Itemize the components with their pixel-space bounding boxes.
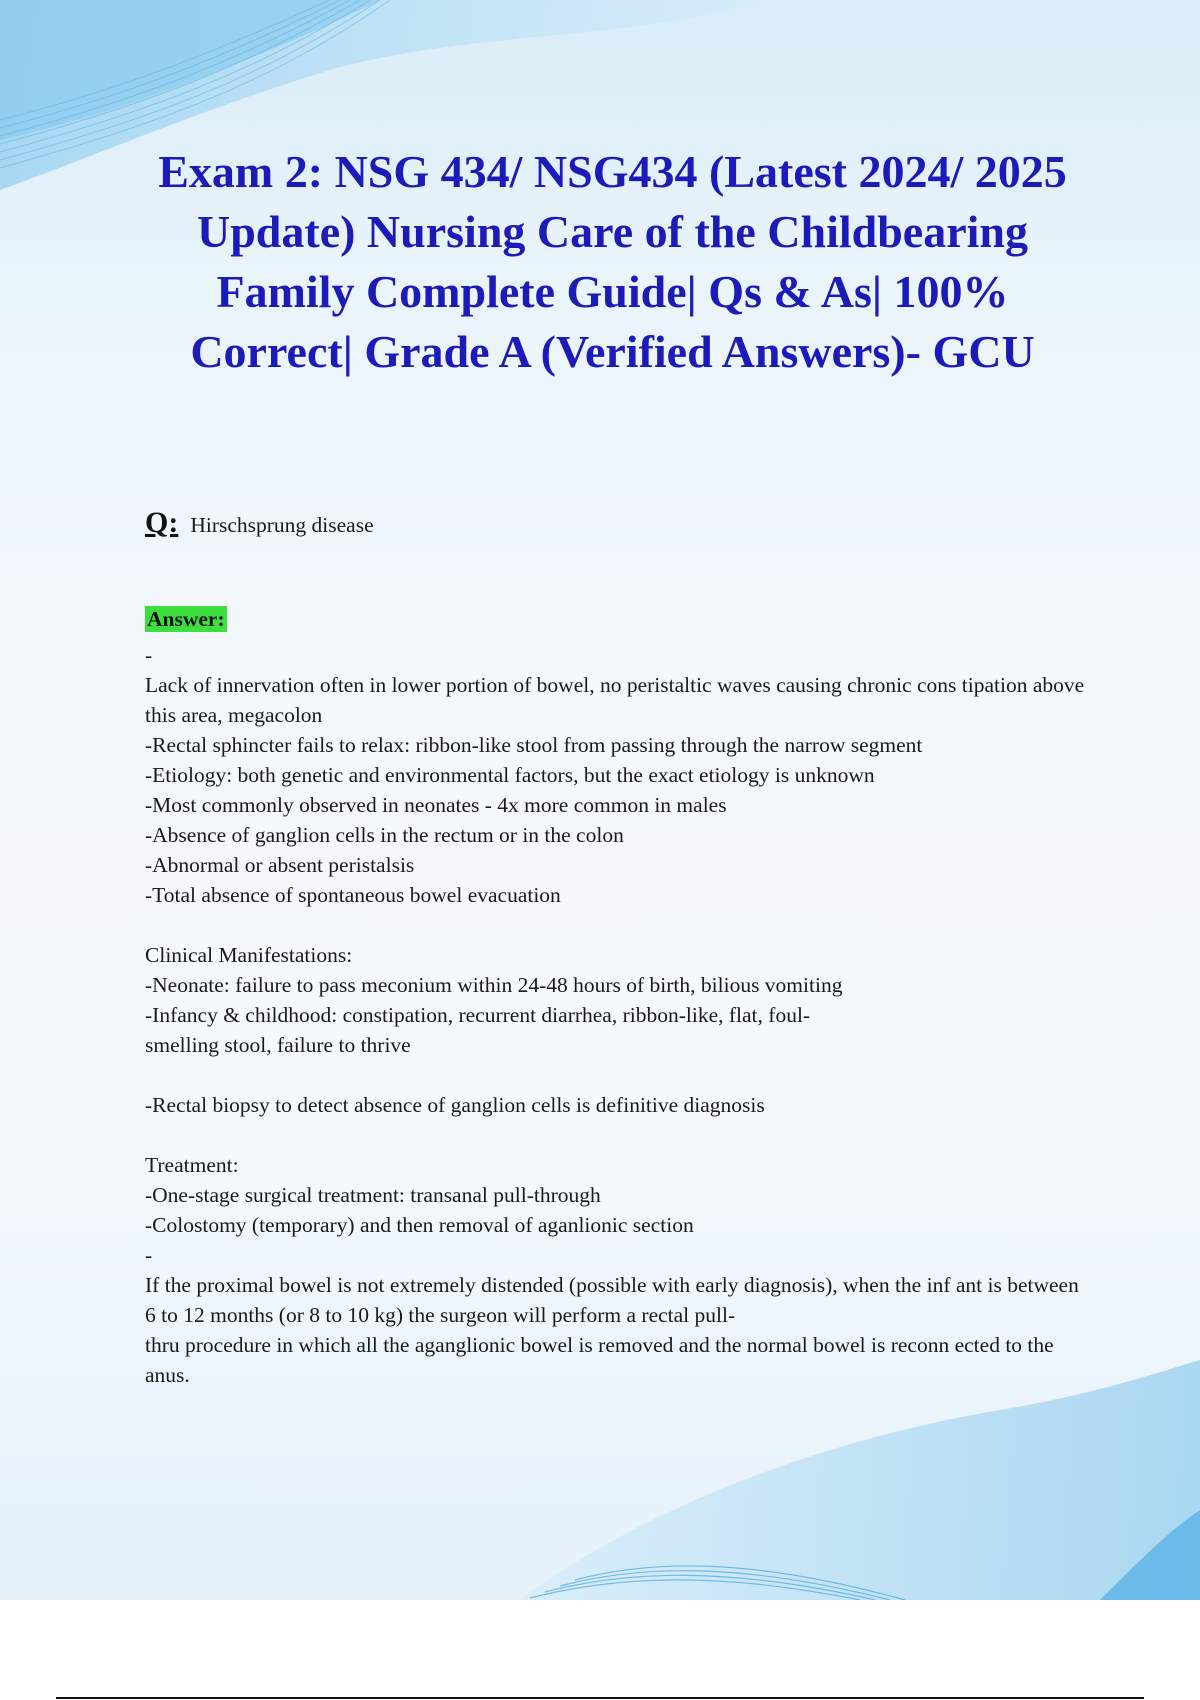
answer-label: Answer: bbox=[147, 607, 225, 631]
question-row bbox=[145, 508, 1090, 548]
footer-divider bbox=[56, 1697, 1144, 1699]
answer-text: - Lack of innervation often in lower portion of bowel, no peristaltic waves causing chronic cons tipation above this area, megacolon -Rectal sphincter fails to relax: ribbon-like stool from passing through the narrow segment -Etiology: both genetic and environmental factors, but the exact etiology is unknown -Most commonly observed in neonates - 4x more common in males -Absence of ganglion cells in the rectum or in the colon -Abnormal or absent peristalsis -Total absence of spontaneous bowel evacuation Clinical Manifestations: -Neonate: failure to pass meconium within 24-48 hours of birth, bilious vomiting -Infancy & childhood: constipation, recurrent diarrhea, ribbon-like, flat, foul- smelling stool, failure to thrive -Rectal biopsy to detect absence of ganglion cells is definitive diagnosis Treatment: -One-stage surgical treatment: transanal pull-through -Colostomy (temporary) and then removal of aganlionic section - If the proximal bowel is not extremely distended (possible with early diagnosis), when the inf ant is between 6 to 12 months (or 8 to 10 kg) the surgeon will perform a rectal pull- thru procedure in which all the aganglionic bowel is removed and the normal bowel is reconn ected to the anus. bbox=[145, 643, 1085, 1387]
document-title: Exam 2: NSG 434/ NSG434 (Latest 2024/ 2025 Update) Nursing Care of the Childbearing Family Complete Guide| Qs & As| 100% Correct| Grade A (Verified Answers)- GCU bbox=[158, 146, 1067, 377]
question-text: Hirschsprung disease bbox=[190, 513, 374, 537]
qa-section bbox=[145, 508, 1090, 1390]
question-label: Q: bbox=[145, 506, 179, 539]
